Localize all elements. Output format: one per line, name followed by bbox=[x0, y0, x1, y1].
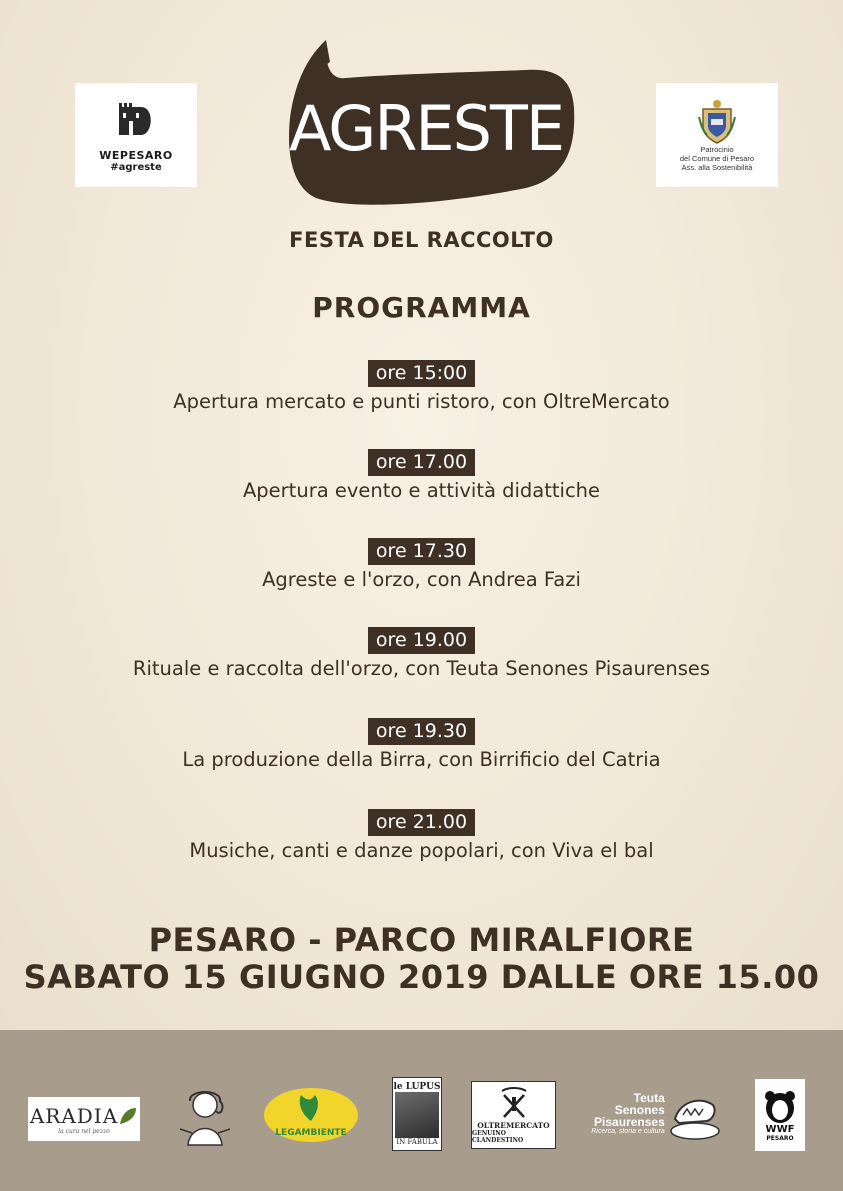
agreste-wordmark: AGRESTE bbox=[288, 92, 564, 165]
wolf-photo bbox=[395, 1092, 439, 1138]
comune-pesaro-logo bbox=[656, 83, 778, 187]
program-title: PROGRAMMA bbox=[312, 291, 531, 324]
program-slot bbox=[0, 449, 843, 504]
program-slot bbox=[0, 627, 843, 682]
wepesaro-tag: #agreste bbox=[110, 162, 162, 173]
oltremercato-tag: GENUINO CLANDESTINO bbox=[472, 1129, 524, 1144]
slot-time: ore 17.00 bbox=[368, 449, 475, 476]
program-slot bbox=[0, 538, 843, 593]
teuta-tag: Ricerca, storia e cultura bbox=[591, 1127, 665, 1135]
slot-description: Rituale e raccolta dell'orzo, con Teuta Senones Pisaurenses bbox=[132, 657, 711, 680]
slot-description: Apertura mercato e punti ristoro, con OltreMercato bbox=[173, 390, 670, 413]
comune-line-3: Ass. alla Sostenibilità bbox=[681, 162, 753, 172]
venue-location: PESARO - PARCO MIRALFIORE bbox=[148, 921, 695, 959]
event-subtitle: FESTA DEL RACCOLTO bbox=[289, 228, 554, 252]
teuta-line-2: Senones bbox=[614, 1102, 665, 1117]
comune-line-1: Patrocinio bbox=[700, 144, 734, 154]
lupus-top-text: le LUPUS bbox=[393, 1082, 441, 1092]
slot-time: ore 19.00 bbox=[368, 627, 475, 654]
slot-description: Apertura evento e attività didattiche bbox=[242, 479, 601, 502]
aradia-name: ARADIA bbox=[29, 1103, 119, 1128]
slot-description: La produzione della Birra, con Birrificio del Catria bbox=[182, 748, 661, 771]
agreste-logo bbox=[276, 38, 576, 208]
panda-icon bbox=[762, 1088, 798, 1124]
wepesaro-logo bbox=[75, 83, 197, 187]
comune-line-2: del Comune di Pesaro bbox=[679, 153, 755, 163]
wwf-logo bbox=[755, 1079, 805, 1151]
oltremercato-name: OLTREMERCATO bbox=[477, 1120, 550, 1130]
teuta-senones-logo bbox=[586, 1083, 726, 1143]
wepesaro-mark-icon bbox=[111, 97, 161, 147]
aradia-logo bbox=[28, 1097, 140, 1141]
teuta-line-1: Teuta bbox=[633, 1090, 665, 1105]
program-slot bbox=[0, 718, 843, 773]
slot-description: Agreste e l'orzo, con Andrea Fazi bbox=[262, 568, 581, 591]
aradia-tag: la cura nel pezzo bbox=[58, 1127, 110, 1135]
leaf-icon bbox=[118, 1106, 138, 1126]
venue-date: SABATO 15 GIUGNO 2019 DALLE ORE 15.00 bbox=[23, 958, 820, 996]
program-slot bbox=[0, 809, 843, 864]
city-crest-icon bbox=[697, 99, 737, 145]
program-slot bbox=[0, 360, 843, 415]
woman-illustration-logo bbox=[170, 1083, 240, 1149]
slot-time: ore 19.30 bbox=[368, 718, 475, 745]
lupus-in-fabula-logo bbox=[392, 1077, 442, 1151]
slot-time: ore 17.30 bbox=[368, 538, 475, 565]
slot-time: ore 21.00 bbox=[368, 809, 475, 836]
lupus-bottom-text: IN FABULA bbox=[396, 1138, 438, 1146]
slot-description: Musiche, canti e danze popolari, con Viva el bal bbox=[189, 839, 654, 862]
boar-emblem-icon bbox=[669, 1085, 721, 1141]
wwf-city: PESARO bbox=[766, 1135, 794, 1142]
oltremercato-logo bbox=[471, 1081, 556, 1149]
teuta-line-3: Pisaurenses bbox=[594, 1114, 665, 1129]
wepesaro-name: WEPESARO bbox=[99, 149, 173, 162]
legambiente-name: LEGAMBIENTE bbox=[275, 1128, 347, 1138]
wwf-name: WWF bbox=[765, 1124, 795, 1135]
fork-shovel-icon bbox=[494, 1087, 534, 1121]
slot-time: ore 15:00 bbox=[368, 360, 476, 387]
legambiente-logo bbox=[263, 1087, 359, 1143]
